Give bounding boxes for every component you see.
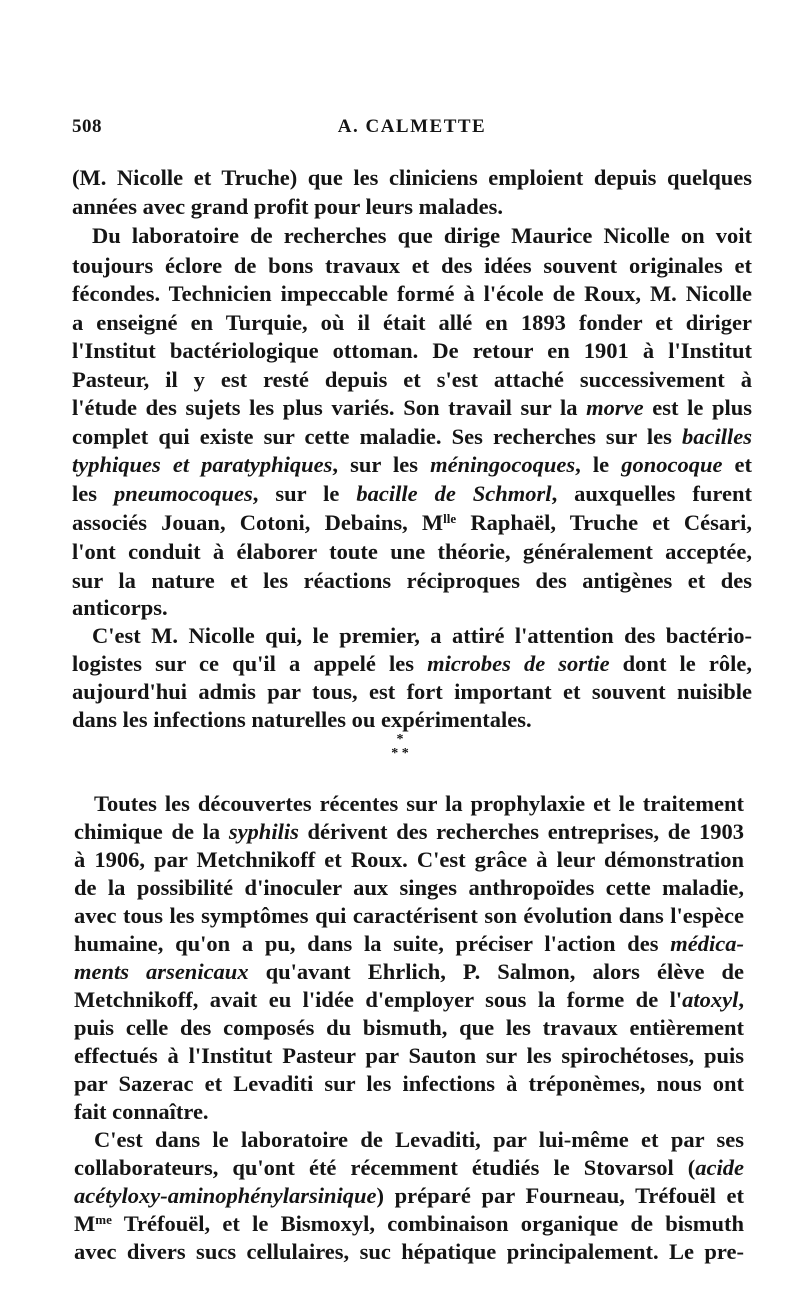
text-line: à 1906, par Metchnikoff et Roux. C'est grâce à leur démonstration (74, 847, 744, 872)
text-line: l'Institut bactériologique ottoman. De retour en 1901 à l'Institut (72, 338, 752, 363)
text-line: anticorps. (72, 595, 168, 620)
text-line: typhiques et paratyphiques, sur les méningocoques, le gonocoque et (72, 452, 752, 477)
text-line: sur la nature et les réactions réciproques des antigènes et des (72, 568, 752, 593)
text-line: l'ont conduit à élaborer toute une théorie, généralement acceptée, (72, 539, 752, 564)
text-line: fait connaître. (74, 1099, 209, 1124)
italic-term: morve (586, 395, 644, 420)
text-line: C'est dans le laboratoire de Levaditi, par lui-même et par ses (94, 1127, 744, 1152)
text-line: les pneumocoques, sur le bacille de Schmorl, auxquelles furent (72, 481, 752, 506)
italic-term: gonocoque (621, 452, 723, 477)
page-number: 508 (72, 116, 102, 137)
text-line: Pasteur, il y est resté depuis et s'est attaché successivement à (72, 367, 752, 392)
italic-term: médica- (670, 931, 744, 956)
text-line: années avec grand profit pour leurs malades. (72, 194, 504, 219)
running-head: A. CALMETTE (337, 116, 487, 137)
page-header (72, 116, 752, 146)
text-line: ments arsenicaux qu'avant Ehrlich, P. Salmon, alors élève de (74, 959, 744, 984)
italic-term: bacille de Schmorl (356, 481, 552, 506)
text-line: Metchnikoff, avait eu l'idée d'employer sous la forme de l'atoxyl, (74, 987, 744, 1012)
text-line: complet qui existe sur cette maladie. Ses recherches sur les bacilles (72, 424, 752, 449)
text-line: avec tous les symptômes qui caractérisent son évolution dans l'espèce (74, 903, 744, 928)
italic-term: acétyloxy-aminophénylarsinique (74, 1183, 377, 1208)
italic-term: atoxyl (682, 987, 739, 1012)
text-line: chimique de la syphilis dérivent des recherches entreprises, de 1903 (74, 819, 744, 844)
text-line: humaine, qu'on a pu, dans la suite, préciser l'action des médica- (74, 931, 744, 956)
text-line: effectués à l'Institut Pasteur par Sauton sur les spirochétoses, puis (74, 1043, 744, 1068)
text-line: toujours éclore de bons travaux et des idées souvent originales et (72, 253, 752, 278)
text-line: dans les infections naturelles ou expérimentales. (72, 707, 532, 732)
asterism-top: * (396, 732, 404, 747)
text-line: puis celle des composés du bismuth, que les travaux entièrement (74, 1015, 744, 1040)
italic-term: syphilis (228, 819, 299, 844)
text-line: l'étude des sujets les plus variés. Son travail sur la morve est le plus (72, 395, 752, 420)
italic-term: acide (695, 1155, 744, 1180)
text-line: associés Jouan, Cotoni, Debains, $M^{lle}$ Raphaël, Truche et Césari, (72, 510, 752, 535)
italic-term: microbes de sortie (427, 651, 610, 676)
italic-term: bacilles (682, 424, 752, 449)
text-line: collaborateurs, qu'ont été récemment étudiés le Stovarsol (acide (74, 1155, 744, 1180)
italic-term: pneumocoques (113, 481, 253, 506)
text-line: acétyloxy-aminophénylarsinique) préparé par Fourneau, Tréfouël et (74, 1183, 744, 1208)
text-line: avec divers sucs cellulaires, suc hépatique principalement. Le pre- (74, 1239, 744, 1264)
text-line: a enseigné en Turquie, où il était allé en 1893 fonder et diriger (72, 310, 752, 335)
text-line: aujourd'hui admis par tous, est fort important et souvent nuisible (72, 679, 752, 704)
text-line: fécondes. Technicien impeccable formé à l'école de Roux, M. Nicolle (72, 281, 752, 306)
italic-term: méningocoques (430, 452, 576, 477)
text-line: de la possibilité d'inoculer aux singes anthropoïdes cette maladie, (74, 875, 744, 900)
italic-term: typhiques et paratyphiques (72, 452, 333, 477)
text-line: (M. Nicolle et Truche) que les cliniciens emploient depuis quelques (72, 165, 752, 190)
text-line: logistes sur ce qu'il a appelé les microbes de sortie dont le rôle, (72, 651, 752, 676)
text-line: Du laboratoire de recherches que dirige Maurice Nicolle on voit (92, 223, 752, 248)
text-line: Toutes les découvertes récentes sur la prophylaxie et le traitement (94, 791, 744, 816)
text-line: $M^{me}$ Tréfouël, et le Bismoxyl, combinaison organique de bismuth (74, 1211, 744, 1236)
asterism-bottom: * * (391, 746, 409, 761)
text-line: C'est M. Nicolle qui, le premier, a attiré l'attention des bactério- (92, 623, 752, 648)
italic-term: ments arsenicaux (74, 959, 249, 984)
text-line: par Sazerac et Levaditi sur les infections à tréponèmes, nous ont (74, 1071, 744, 1096)
